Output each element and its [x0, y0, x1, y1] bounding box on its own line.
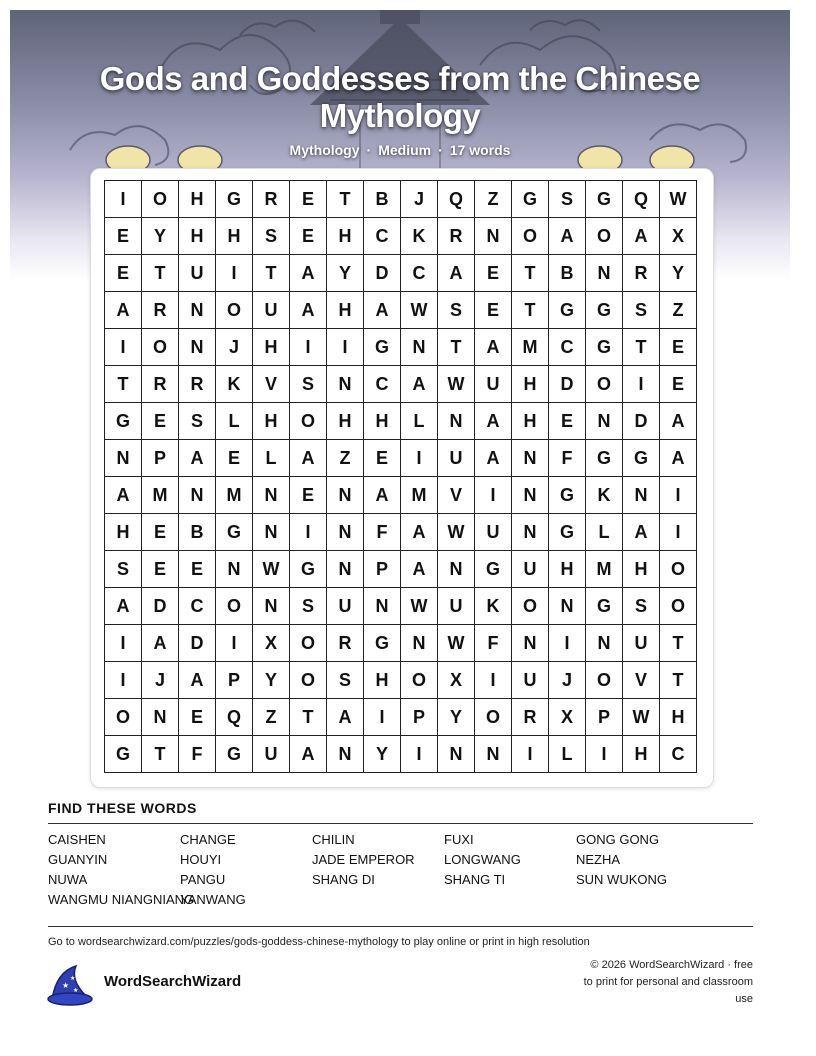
grid-cell[interactable]: N — [438, 736, 475, 773]
grid-cell[interactable]: I — [105, 625, 142, 662]
grid-cell[interactable]: H — [253, 403, 290, 440]
grid-cell[interactable]: G — [105, 736, 142, 773]
grid-cell[interactable]: S — [105, 551, 142, 588]
grid-cell[interactable]: U — [438, 440, 475, 477]
footer-link[interactable]: Go to wordsearchwizard.com/puzzles/gods-goddess-chinese-mythology to play online or print in high resolution — [48, 936, 590, 948]
grid-cell[interactable]: Y — [142, 218, 179, 255]
grid-cell[interactable]: V — [438, 477, 475, 514]
grid-cell[interactable]: E — [105, 255, 142, 292]
grid-cell[interactable]: R — [438, 218, 475, 255]
grid-cell[interactable]: I — [290, 514, 327, 551]
brand-name: WordSearchWizard — [104, 973, 242, 990]
grid-cell[interactable]: P — [586, 699, 623, 736]
grid-cell[interactable]: H — [105, 514, 142, 551]
grid-cell[interactable]: R — [179, 366, 216, 403]
grid-cell[interactable]: U — [475, 514, 512, 551]
grid-cell[interactable]: O — [512, 218, 549, 255]
grid-cell[interactable]: Y — [364, 736, 401, 773]
grid-cell[interactable]: O — [586, 366, 623, 403]
grid-cell[interactable]: A — [105, 292, 142, 329]
grid-cell[interactable]: J — [142, 662, 179, 699]
grid-cell[interactable]: G — [364, 329, 401, 366]
grid-cell[interactable]: G — [105, 403, 142, 440]
grid-cell[interactable]: O — [290, 662, 327, 699]
grid-cell[interactable]: U — [475, 366, 512, 403]
grid-cell[interactable]: N — [512, 477, 549, 514]
grid-cell[interactable]: E — [660, 329, 697, 366]
grid-cell[interactable]: N — [586, 625, 623, 662]
grid-cell[interactable]: U — [512, 662, 549, 699]
grid-cell[interactable]: C — [179, 588, 216, 625]
grid-cell[interactable]: O — [660, 551, 697, 588]
grid-cell[interactable]: T — [660, 625, 697, 662]
grid-cell[interactable]: T — [512, 292, 549, 329]
grid-cell[interactable]: B — [179, 514, 216, 551]
grid-cell[interactable]: E — [290, 218, 327, 255]
grid-cell[interactable]: E — [179, 699, 216, 736]
grid-cell[interactable]: I — [105, 329, 142, 366]
grid-cell[interactable]: U — [179, 255, 216, 292]
word-list-heading: FIND THESE WORDS — [48, 800, 197, 816]
page-title: Gods and Goddesses from the Chinese Mythology — [99, 60, 701, 134]
grid-cell[interactable]: A — [549, 218, 586, 255]
grid-cell[interactable]: S — [290, 588, 327, 625]
divider — [48, 823, 753, 824]
grid-cell[interactable]: Y — [327, 255, 364, 292]
grid-cell[interactable]: A — [290, 440, 327, 477]
puzzle-meta: Mythology · Medium · 17 words — [289, 142, 511, 158]
grid-cell[interactable]: H — [327, 403, 364, 440]
grid-cell[interactable]: N — [327, 366, 364, 403]
grid-cell[interactable]: N — [549, 588, 586, 625]
grid-cell[interactable]: C — [549, 329, 586, 366]
grid-cell[interactable]: D — [549, 366, 586, 403]
grid-cell[interactable]: D — [179, 625, 216, 662]
grid-cell[interactable]: O — [401, 662, 438, 699]
word-list-item: WANGMU NIANGNIANG — [48, 892, 195, 907]
grid-cell[interactable]: N — [586, 255, 623, 292]
grid-cell[interactable]: I — [216, 625, 253, 662]
grid-cell[interactable]: T — [327, 181, 364, 218]
grid-cell[interactable]: D — [623, 403, 660, 440]
grid-cell[interactable]: E — [179, 551, 216, 588]
grid-cell[interactable]: V — [623, 662, 660, 699]
grid-cell[interactable]: Z — [253, 699, 290, 736]
word-list-item: GONG GONG — [576, 832, 660, 847]
grid-cell[interactable]: N — [327, 736, 364, 773]
grid-cell[interactable]: Z — [660, 292, 697, 329]
grid-cell[interactable]: L — [549, 736, 586, 773]
grid-cell[interactable]: V — [253, 366, 290, 403]
grid-cell[interactable]: Q — [623, 181, 660, 218]
grid-cell[interactable]: L — [586, 514, 623, 551]
grid-cell[interactable]: G — [549, 514, 586, 551]
grid-cell[interactable]: H — [179, 218, 216, 255]
grid-cell[interactable]: Y — [438, 699, 475, 736]
grid-cell[interactable]: H — [216, 218, 253, 255]
grid-cell[interactable]: W — [623, 699, 660, 736]
grid-cell[interactable]: T — [290, 699, 327, 736]
grid-cell[interactable]: H — [179, 181, 216, 218]
grid-cell[interactable]: N — [253, 477, 290, 514]
grid-cell[interactable]: U — [253, 292, 290, 329]
grid-cell[interactable]: H — [364, 662, 401, 699]
grid-cell[interactable]: T — [142, 736, 179, 773]
difficulty-label: Medium — [378, 142, 432, 158]
grid-cell[interactable]: R — [253, 181, 290, 218]
grid-cell[interactable]: O — [586, 662, 623, 699]
word-list-item: SHANG DI — [312, 872, 375, 887]
grid-cell[interactable]: M — [586, 551, 623, 588]
grid-cell[interactable]: S — [623, 588, 660, 625]
grid-cell[interactable]: I — [586, 736, 623, 773]
letter-grid[interactable] — [104, 180, 697, 773]
grid-cell[interactable]: N — [216, 551, 253, 588]
grid-cell[interactable]: I — [364, 699, 401, 736]
grid-cell[interactable]: T — [253, 255, 290, 292]
grid-cell[interactable]: O — [290, 625, 327, 662]
grid-cell[interactable]: I — [512, 736, 549, 773]
grid-cell[interactable]: X — [253, 625, 290, 662]
grid-cell[interactable]: L — [253, 440, 290, 477]
word-list-item: JADE EMPEROR — [312, 852, 415, 867]
word-list-item: LONGWANG — [444, 852, 521, 867]
grid-cell[interactable]: A — [401, 366, 438, 403]
word-list-item: SHANG TI — [444, 872, 506, 887]
grid-cell[interactable]: F — [549, 440, 586, 477]
grid-cell[interactable]: O — [475, 699, 512, 736]
grid-cell[interactable]: A — [475, 329, 512, 366]
grid-cell[interactable]: A — [660, 440, 697, 477]
grid-cell[interactable]: S — [623, 292, 660, 329]
grid-cell[interactable]: D — [142, 588, 179, 625]
grid-cell[interactable]: O — [512, 588, 549, 625]
grid-cell[interactable]: I — [401, 440, 438, 477]
grid-cell[interactable]: Q — [216, 699, 253, 736]
grid-cell[interactable]: A — [438, 255, 475, 292]
grid-cell[interactable]: H — [623, 551, 660, 588]
grid-cell[interactable]: E — [475, 292, 512, 329]
word-list-item: PANGU — [180, 872, 226, 887]
grid-cell[interactable]: H — [327, 218, 364, 255]
grid-cell[interactable]: N — [327, 514, 364, 551]
grid-cell[interactable]: L — [216, 403, 253, 440]
grid-cell[interactable]: E — [142, 514, 179, 551]
grid-cell[interactable]: T — [660, 662, 697, 699]
wizard-hat-icon — [46, 962, 94, 1006]
grid-cell[interactable]: A — [364, 292, 401, 329]
grid-cell[interactable]: S — [327, 662, 364, 699]
grid-cell[interactable]: L — [401, 403, 438, 440]
word-list-item: YANWANG — [180, 892, 246, 907]
grid-cell[interactable]: N — [401, 625, 438, 662]
grid-cell[interactable]: A — [290, 736, 327, 773]
grid-cell[interactable]: G — [623, 440, 660, 477]
grid-cell[interactable]: A — [290, 255, 327, 292]
grid-cell[interactable]: H — [364, 403, 401, 440]
grid-cell[interactable]: U — [253, 736, 290, 773]
grid-cell[interactable]: M — [216, 477, 253, 514]
grid-cell[interactable]: H — [623, 736, 660, 773]
grid-cell[interactable]: N — [327, 477, 364, 514]
grid-cell[interactable]: Y — [660, 255, 697, 292]
grid-cell[interactable]: R — [142, 292, 179, 329]
word-list-item: CAISHEN — [48, 832, 106, 847]
grid-cell[interactable]: G — [475, 551, 512, 588]
grid-cell[interactable]: I — [105, 662, 142, 699]
grid-cell[interactable]: T — [142, 255, 179, 292]
grid-cell[interactable]: J — [549, 662, 586, 699]
grid-cell[interactable]: H — [327, 292, 364, 329]
grid-cell[interactable]: A — [327, 699, 364, 736]
grid-cell[interactable]: A — [105, 588, 142, 625]
grid-cell[interactable]: F — [364, 514, 401, 551]
grid-cell[interactable]: G — [290, 551, 327, 588]
grid-cell[interactable]: P — [142, 440, 179, 477]
grid-cell[interactable]: P — [401, 699, 438, 736]
grid-cell[interactable]: I — [549, 625, 586, 662]
grid-cell[interactable]: A — [364, 477, 401, 514]
grid-cell[interactable]: E — [475, 255, 512, 292]
grid-cell[interactable]: E — [142, 551, 179, 588]
grid-cell[interactable]: N — [586, 403, 623, 440]
word-list-item: FUXI — [444, 832, 474, 847]
grid-cell[interactable]: X — [660, 218, 697, 255]
grid-cell[interactable]: B — [364, 181, 401, 218]
grid-cell[interactable]: A — [179, 662, 216, 699]
grid-cell[interactable]: O — [290, 403, 327, 440]
grid-cell[interactable]: T — [623, 329, 660, 366]
category-label: Mythology — [289, 142, 360, 158]
grid-cell[interactable]: O — [105, 699, 142, 736]
grid-cell[interactable]: O — [142, 181, 179, 218]
grid-cell[interactable]: O — [142, 329, 179, 366]
grid-cell[interactable]: A — [142, 625, 179, 662]
word-list — [48, 832, 753, 908]
grid-cell[interactable]: I — [290, 329, 327, 366]
grid-cell[interactable]: E — [549, 403, 586, 440]
grid-cell[interactable]: N — [623, 477, 660, 514]
grid-cell[interactable]: W — [438, 366, 475, 403]
grid-cell[interactable]: A — [401, 551, 438, 588]
grid-cell[interactable]: N — [179, 292, 216, 329]
svg-text:★: ★ — [62, 981, 70, 990]
grid-cell[interactable]: G — [216, 736, 253, 773]
word-list-item: HOUYI — [180, 852, 222, 867]
grid-cell[interactable]: W — [253, 551, 290, 588]
grid-cell[interactable]: O — [586, 218, 623, 255]
grid-cell[interactable]: S — [179, 403, 216, 440]
grid-cell[interactable]: N — [512, 625, 549, 662]
grid-cell[interactable]: I — [327, 329, 364, 366]
grid-cell[interactable]: A — [623, 218, 660, 255]
svg-text:★: ★ — [70, 975, 76, 982]
grid-cell[interactable]: P — [364, 551, 401, 588]
grid-cell[interactable]: Z — [475, 181, 512, 218]
word-list-item: GUANYIN — [48, 852, 108, 867]
grid-cell[interactable]: A — [179, 440, 216, 477]
grid-cell[interactable]: I — [660, 477, 697, 514]
grid-cell[interactable]: A — [401, 514, 438, 551]
grid-cell[interactable]: A — [290, 292, 327, 329]
grid-cell[interactable]: S — [290, 366, 327, 403]
grid-cell[interactable]: N — [364, 588, 401, 625]
word-list-item: NEZHA — [576, 852, 621, 867]
grid-cell[interactable]: A — [105, 477, 142, 514]
grid-cell[interactable]: H — [549, 551, 586, 588]
grid-cell[interactable]: N — [512, 514, 549, 551]
grid-cell[interactable]: I — [216, 255, 253, 292]
grid-cell[interactable]: Y — [253, 662, 290, 699]
grid-cell[interactable]: X — [549, 699, 586, 736]
grid-cell[interactable]: G — [586, 181, 623, 218]
grid-cell[interactable]: H — [253, 329, 290, 366]
grid-cell[interactable]: G — [549, 292, 586, 329]
grid-cell[interactable]: A — [475, 440, 512, 477]
divider — [48, 926, 753, 927]
grid-cell[interactable]: C — [364, 218, 401, 255]
grid-cell[interactable]: E — [660, 366, 697, 403]
grid-cell[interactable]: N — [512, 440, 549, 477]
grid-cell[interactable]: G — [549, 477, 586, 514]
grid-cell[interactable]: X — [438, 662, 475, 699]
grid-cell[interactable]: B — [549, 255, 586, 292]
grid-cell[interactable]: R — [327, 625, 364, 662]
grid-cell[interactable]: O — [660, 588, 697, 625]
grid-cell[interactable]: C — [364, 366, 401, 403]
grid-cell[interactable]: N — [142, 699, 179, 736]
grid-cell[interactable]: G — [216, 514, 253, 551]
copyright-text: © 2026 WordSearchWizard · free to print for personal and classroom use — [583, 959, 753, 1005]
grid-cell[interactable]: R — [512, 699, 549, 736]
grid-cell[interactable]: O — [216, 588, 253, 625]
grid-cell[interactable]: U — [623, 625, 660, 662]
grid-cell[interactable]: M — [512, 329, 549, 366]
grid-cell[interactable]: W — [660, 181, 697, 218]
grid-cell[interactable]: S — [253, 218, 290, 255]
word-list-item: CHANGE — [180, 832, 236, 847]
grid-cell[interactable]: K — [586, 477, 623, 514]
grid-cell[interactable]: G — [586, 588, 623, 625]
grid-cell[interactable]: W — [401, 292, 438, 329]
grid-cell[interactable]: D — [364, 255, 401, 292]
grid-cell[interactable]: K — [475, 588, 512, 625]
grid-cell[interactable]: K — [216, 366, 253, 403]
word-count-label: 17 words — [449, 142, 511, 158]
grid-cell[interactable]: N — [475, 736, 512, 773]
grid-cell[interactable]: P — [216, 662, 253, 699]
grid-cell[interactable]: C — [660, 736, 697, 773]
grid-cell[interactable]: F — [179, 736, 216, 773]
grid-cell[interactable]: Q — [438, 181, 475, 218]
grid-cell[interactable]: H — [512, 366, 549, 403]
grid-cell[interactable]: Z — [327, 440, 364, 477]
grid-cell[interactable]: W — [438, 514, 475, 551]
grid-cell[interactable]: G — [586, 440, 623, 477]
grid-cell[interactable]: N — [438, 403, 475, 440]
word-list-item: CHILIN — [312, 832, 355, 847]
grid-cell[interactable]: M — [401, 477, 438, 514]
grid-cell[interactable]: S — [438, 292, 475, 329]
grid-cell[interactable]: G — [216, 181, 253, 218]
grid-cell[interactable]: N — [327, 551, 364, 588]
grid-cell[interactable]: R — [142, 366, 179, 403]
grid-cell[interactable]: M — [142, 477, 179, 514]
grid-cell[interactable]: C — [401, 255, 438, 292]
grid-cell[interactable]: N — [253, 588, 290, 625]
grid-cell[interactable]: G — [364, 625, 401, 662]
grid-cell[interactable]: G — [512, 181, 549, 218]
grid-cell[interactable]: N — [179, 477, 216, 514]
grid-cell[interactable]: W — [401, 588, 438, 625]
grid-cell[interactable]: S — [549, 181, 586, 218]
grid-cell[interactable]: E — [142, 403, 179, 440]
grid-cell[interactable]: K — [401, 218, 438, 255]
grid-cell[interactable]: G — [586, 292, 623, 329]
grid-cell[interactable]: T — [438, 329, 475, 366]
grid-cell[interactable]: I — [623, 366, 660, 403]
grid-cell[interactable]: I — [475, 662, 512, 699]
grid-cell[interactable]: T — [105, 366, 142, 403]
grid-cell[interactable]: J — [216, 329, 253, 366]
grid-cell[interactable]: T — [512, 255, 549, 292]
grid-cell[interactable]: H — [512, 403, 549, 440]
grid-cell[interactable]: N — [401, 329, 438, 366]
grid-cell[interactable]: N — [438, 551, 475, 588]
grid-cell[interactable]: A — [660, 403, 697, 440]
grid-cell[interactable]: N — [105, 440, 142, 477]
grid-cell[interactable]: N — [179, 329, 216, 366]
grid-cell[interactable]: O — [216, 292, 253, 329]
grid-cell[interactable]: U — [327, 588, 364, 625]
grid-cell[interactable]: U — [438, 588, 475, 625]
grid-cell[interactable]: E — [290, 477, 327, 514]
grid-cell[interactable]: R — [623, 255, 660, 292]
word-list-item: SUN WUKONG — [576, 872, 667, 887]
grid-cell[interactable]: I — [660, 514, 697, 551]
grid-cell[interactable]: U — [512, 551, 549, 588]
grid-cell[interactable]: E — [105, 218, 142, 255]
word-list-item: NUWA — [48, 872, 88, 887]
grid-cell[interactable]: W — [438, 625, 475, 662]
grid-cell[interactable]: E — [290, 181, 327, 218]
grid-cell[interactable]: N — [253, 514, 290, 551]
svg-text:★: ★ — [73, 987, 79, 994]
grid-cell[interactable]: I — [475, 477, 512, 514]
grid-cell[interactable]: I — [105, 181, 142, 218]
grid-cell[interactable]: G — [586, 329, 623, 366]
grid-cell[interactable]: A — [623, 514, 660, 551]
grid-cell[interactable]: N — [475, 218, 512, 255]
grid-cell[interactable]: H — [660, 699, 697, 736]
grid-cell[interactable]: E — [216, 440, 253, 477]
grid-cell[interactable]: E — [364, 440, 401, 477]
grid-cell[interactable]: I — [401, 736, 438, 773]
grid-cell[interactable]: F — [475, 625, 512, 662]
grid-cell[interactable]: J — [401, 181, 438, 218]
grid-cell[interactable]: A — [475, 403, 512, 440]
